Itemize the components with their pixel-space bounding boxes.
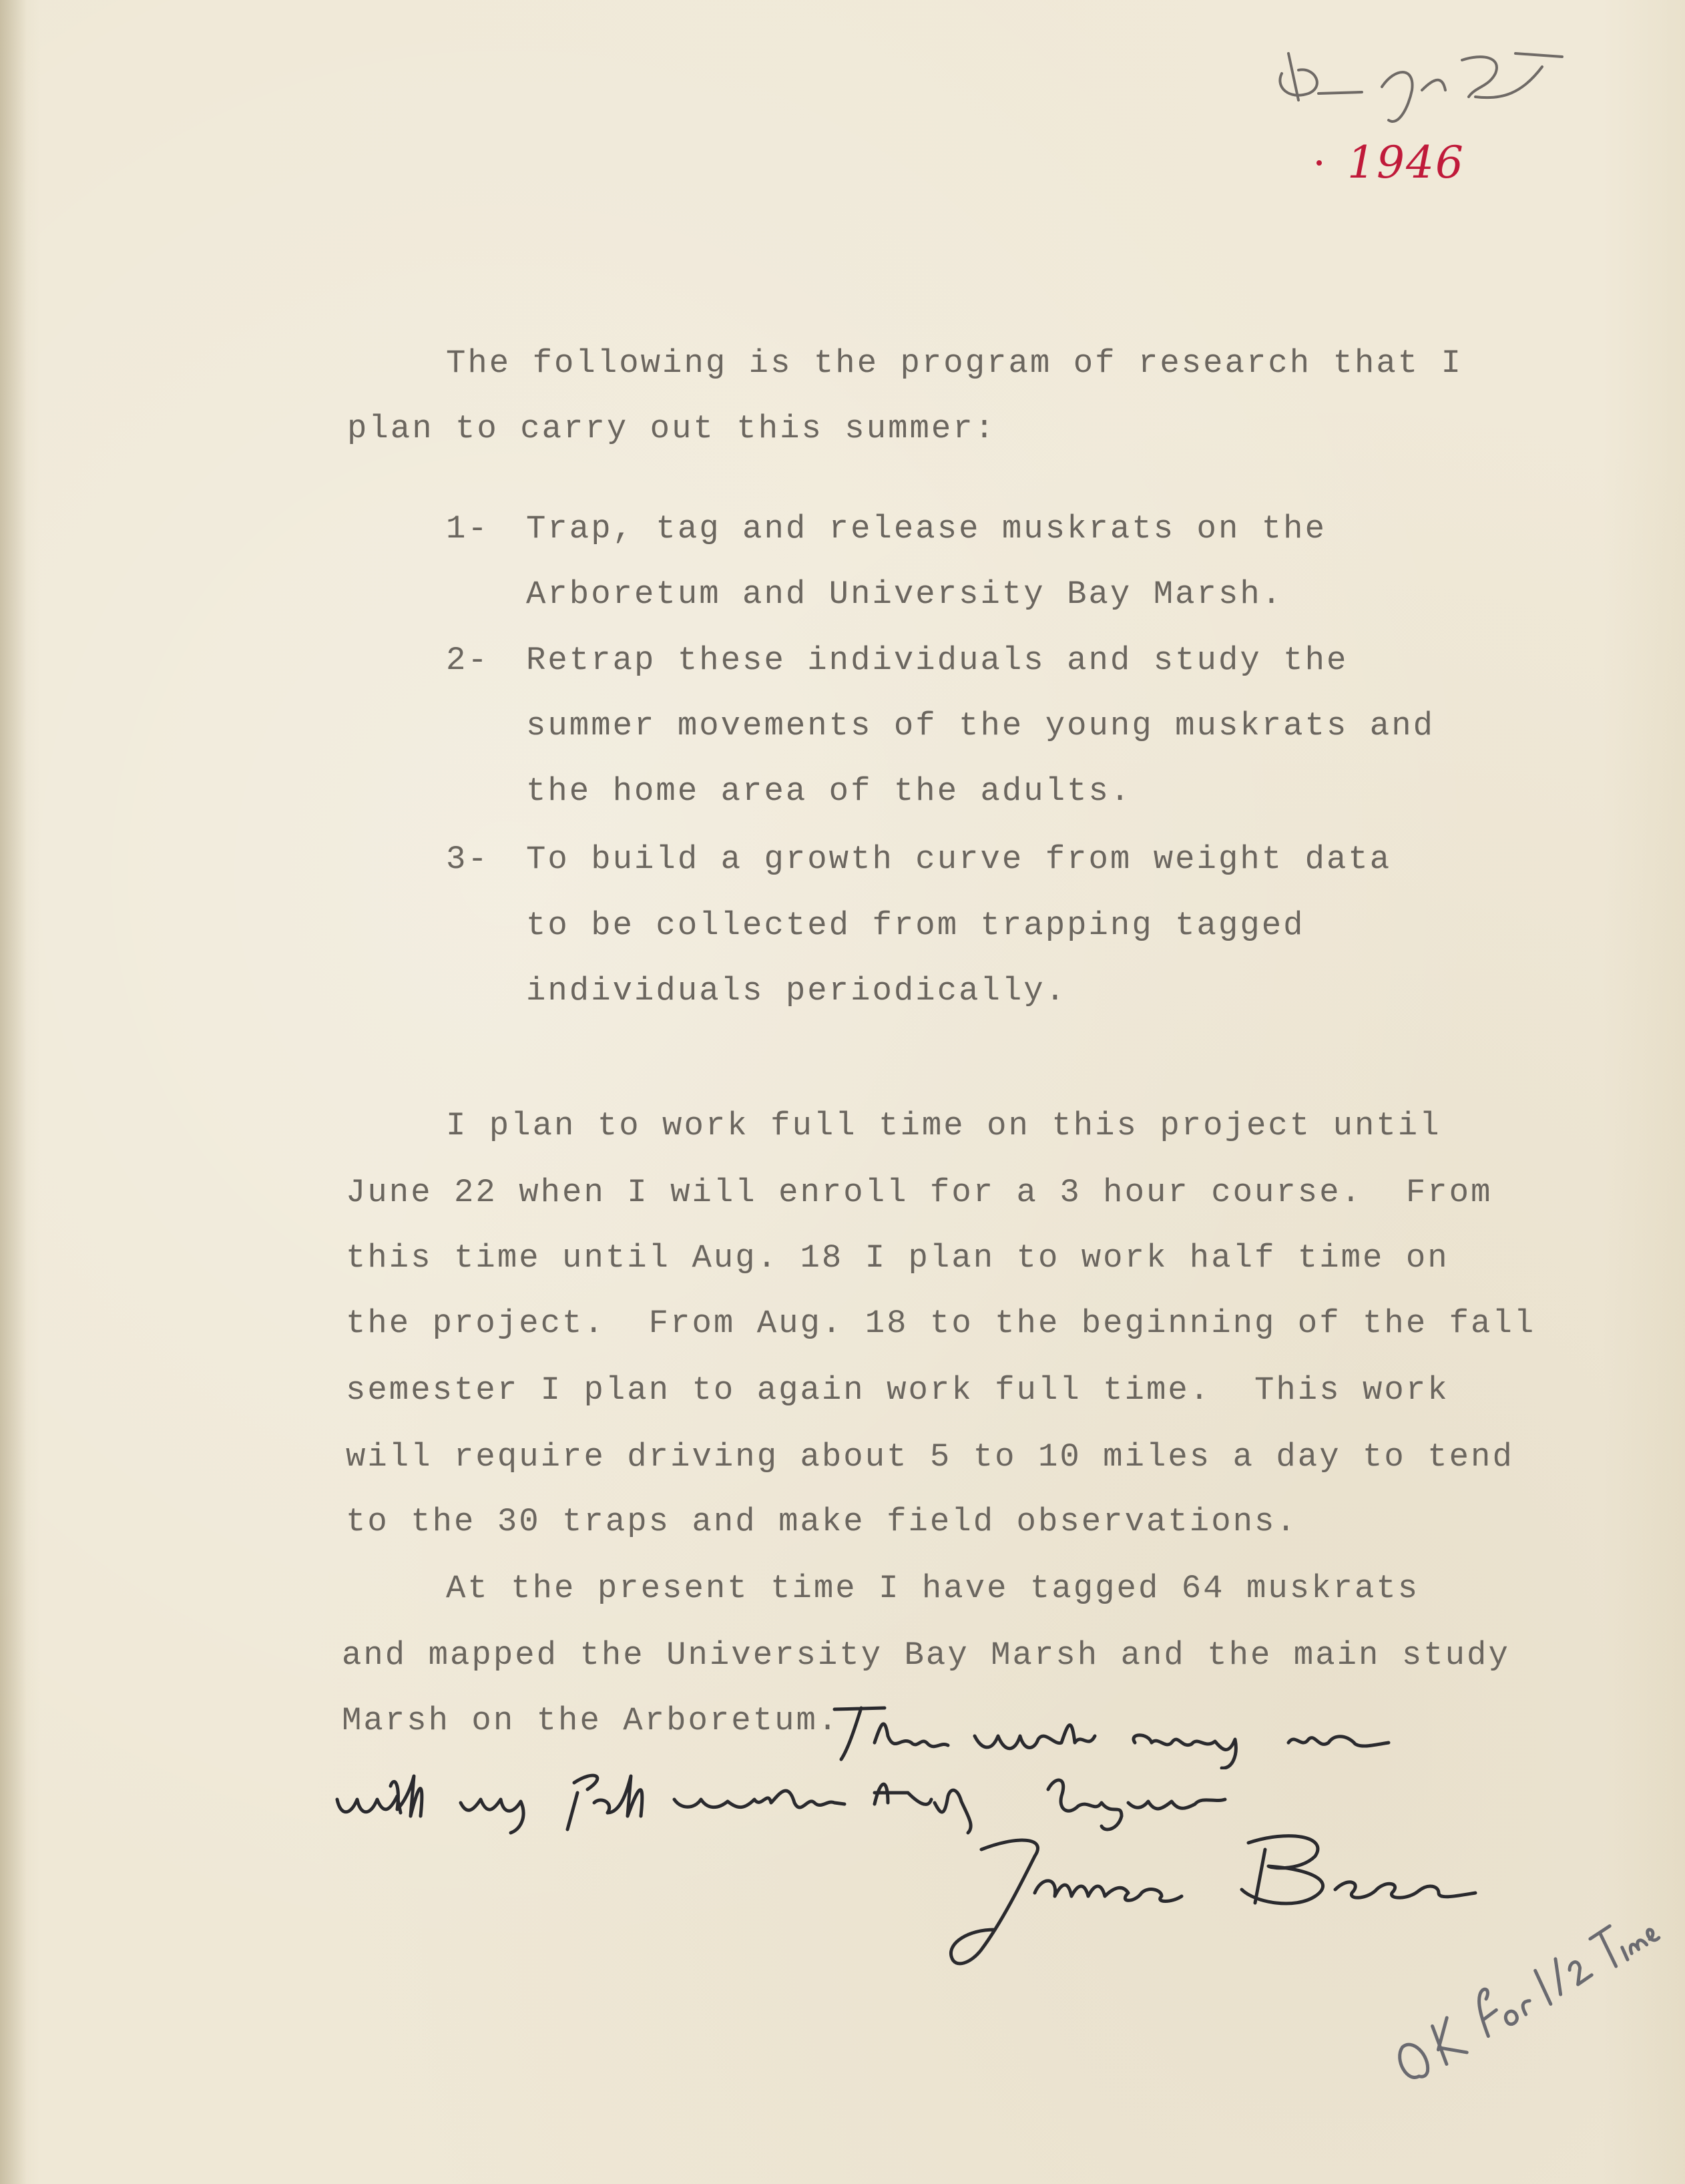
intro-line-1: The following is the program of research that I <box>446 345 1463 382</box>
year-dot <box>1315 159 1323 167</box>
status-line-3: Marsh on the Arboretum. <box>342 1702 840 1739</box>
corner-pencil-marks <box>1262 27 1609 127</box>
item-number-2: 2- <box>446 642 489 679</box>
schedule-line-4: the project. From Aug. 18 to the beginning of the fall <box>346 1305 1536 1342</box>
annotation-year: 1946 <box>1347 137 1465 188</box>
item-3-line-3: individuals periodically. <box>526 972 1067 1010</box>
schedule-line-5: semester I plan to again work full time. This work <box>346 1371 1449 1409</box>
item-3-line-2: to be collected from trapping tagged <box>526 907 1305 944</box>
schedule-line-2: June 22 when I will enroll for a 3 hour course. From <box>346 1174 1493 1211</box>
status-line-1: At the present time I have tagged 64 muskrats <box>446 1570 1420 1607</box>
schedule-line-1: I plan to work full time on this project until <box>446 1107 1441 1144</box>
schedule-line-7: to the 30 traps and make field observations. <box>346 1503 1298 1540</box>
item-number-1: 1- <box>446 510 489 548</box>
handwritten-note-line-1 <box>821 1696 1409 1769</box>
handwritten-note-line-2 <box>327 1763 1302 1836</box>
item-number-3: 3- <box>446 841 489 878</box>
status-line-2: and mapped the University Bay Marsh and the main study <box>342 1636 1510 1674</box>
item-1-line-2: Arboretum and University Bay Marsh. <box>526 576 1284 613</box>
schedule-line-6: will require driving about 5 to 10 miles a day to tend <box>346 1438 1514 1476</box>
item-2-line-2: summer movements of the young muskrats and <box>526 707 1435 744</box>
approval-note <box>1362 1883 1669 2097</box>
item-2-line-3: the home area of the adults. <box>526 773 1132 810</box>
item-3-line-1: To build a growth curve from weight data <box>526 841 1392 878</box>
item-1-line-1: Trap, tag and release muskrats on the <box>526 510 1327 548</box>
intro-line-2: plan to carry out this summer: <box>347 410 997 447</box>
schedule-line-3: this time until Aug. 18 I plan to work half time on <box>346 1239 1449 1277</box>
item-2-line-1: Retrap these individuals and study the <box>526 642 1349 679</box>
